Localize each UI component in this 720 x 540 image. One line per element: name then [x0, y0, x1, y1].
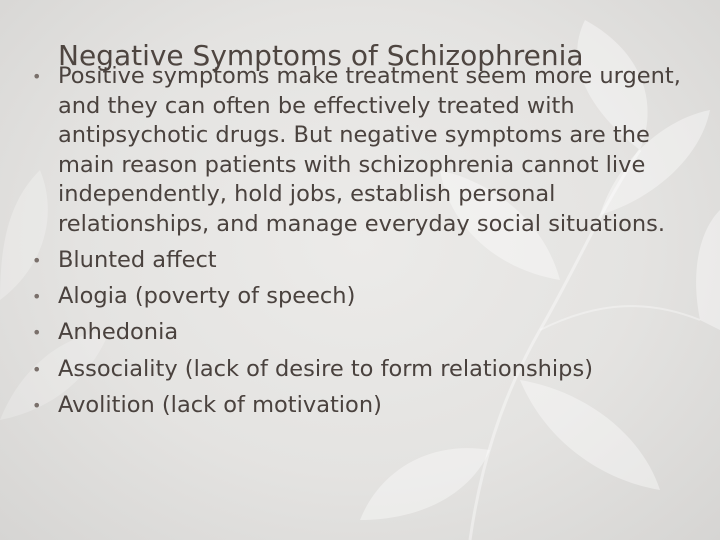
- bullet-item: [30, 318, 694, 348]
- slide-title: Negative Symptoms of Schizophrenia: [58, 39, 584, 72]
- bullet-text: Positive symptoms make treatment seem more urgent, and they can often be effectively treated with antipsychotic drugs. But negative symptoms are the main reason patients with schizophrenia cannot live independently, hold jobs, establish personal relationships, and manage everyday social situations.: [58, 63, 681, 237]
- bullet-item: [30, 355, 694, 385]
- bullet-item: [30, 62, 694, 239]
- bullet-list: [30, 62, 694, 427]
- bullet-text: Avolition (lack of motivation): [58, 391, 382, 418]
- bullet-text: Blunted affect: [58, 246, 217, 273]
- bullet-icon: •: [32, 287, 42, 307]
- bullet-icon: •: [32, 395, 42, 415]
- bullet-icon: •: [32, 67, 42, 86]
- bullet-icon: •: [32, 323, 42, 343]
- bullet-text: Associality (lack of desire to form relationships): [58, 355, 593, 382]
- bullet-item: [30, 391, 694, 421]
- bullet-text: Alogia (poverty of speech): [58, 283, 356, 310]
- bullet-text: Anhedonia: [58, 319, 179, 346]
- bullet-item: [30, 282, 694, 312]
- bullet-item: [30, 246, 694, 276]
- bullet-icon: •: [32, 359, 42, 379]
- bullet-icon: •: [32, 250, 42, 270]
